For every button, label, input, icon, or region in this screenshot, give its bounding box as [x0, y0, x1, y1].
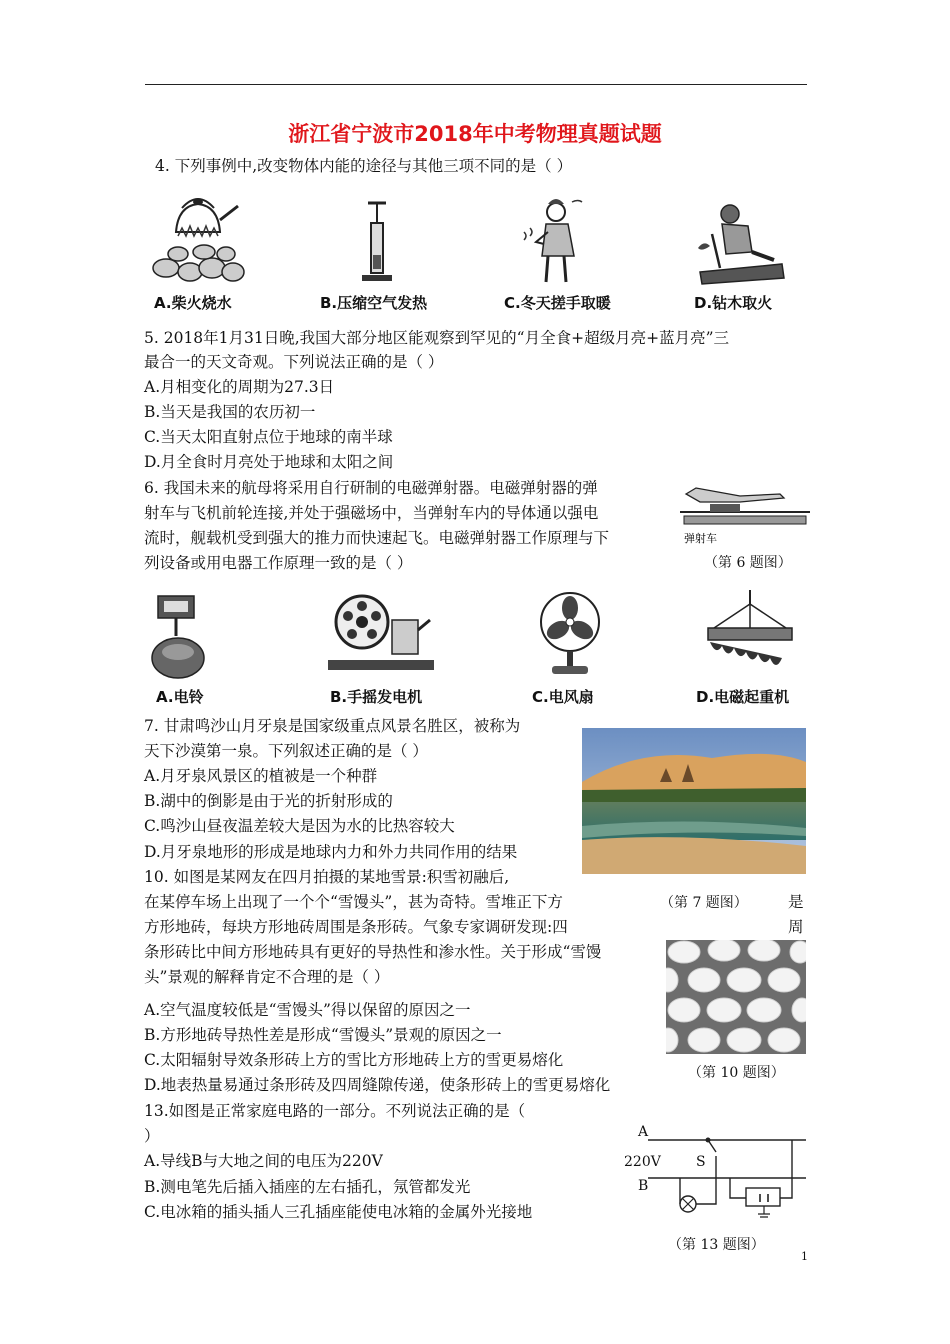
q4-stem: 4. 下列事例中,改变物体内能的途径与其他三项不同的是（ ）: [155, 157, 573, 175]
header-rule: [145, 84, 807, 85]
q13-option-b: B.测电笔先后插入插座的左右插孔，氖管都发光: [144, 1178, 471, 1196]
q10-option-d: D.地表热量易通过条形砖及四周缝隙传递，使条形砖上的雪更易熔化: [144, 1076, 611, 1094]
q10-stem-line4: 条形砖比中间方形地砖具有更好的导热性和渗水性。关于形成“雪馒: [144, 943, 602, 961]
q7-option-b: B.湖中的倒影是由于光的折射形成的: [144, 792, 393, 810]
q10-figure-caption: （第 10 题图）: [688, 1065, 785, 1081]
q6-option-c-label: C.电风扇: [532, 688, 594, 706]
electric-fan-icon: [534, 590, 606, 680]
q10-option-a: A.空气温度较低是“雪馒头”得以保留的原因之一: [144, 1001, 471, 1019]
q7-option-a: A.月牙泉风景区的植被是一个种群: [144, 767, 378, 785]
q7-option-c: C.鸣沙山昼夜温差较大是因为水的比热容较大: [144, 817, 455, 835]
q7-stem-line2: 天下沙漠第一泉。下列叙述正确的是（ ）: [144, 742, 428, 760]
q6-figure-label: 弹射车: [684, 532, 717, 545]
q7-option-d: D.月牙泉地形的形成是地球内力和外力共同作用的结果: [144, 843, 518, 861]
q5-option-a: A.月相变化的周期为27.3日: [144, 378, 335, 396]
circuit-label-a: A: [638, 1124, 649, 1140]
q6-figure-caption: （第 6 题图）: [704, 555, 792, 571]
q5-stem-line2: 最合一的天文奇观。下列说法正确的是（ ）: [144, 353, 444, 371]
q6-option-a-label: A.电铃: [156, 688, 204, 706]
q4-option-a-label: A.柴火烧水: [154, 294, 232, 312]
q10-stem-line2-tail: 是: [788, 893, 804, 911]
q6-option-b-label: B.手摇发电机: [330, 688, 423, 706]
q10-stem-line5: 头”景观的解释肯定不合理的是（ ）: [144, 968, 390, 986]
q5-option-b: B.当天是我国的农历初一: [144, 403, 316, 421]
electromagnetic-crane-icon: [700, 590, 800, 674]
q10-option-b: B.方形地砖导热性差是形成“雪馒头”景观的原因之一: [144, 1026, 502, 1044]
q10-stem-line1: 10. 如图是某网友在四月拍摄的某地雪景:积雪初融后,: [144, 868, 510, 886]
household-circuit-diagram: [620, 1118, 810, 1226]
q10-option-c: C.太阳辐射导效条形砖上方的雪比方形地砖上方的雪更易熔化: [144, 1051, 564, 1069]
air-pump-icon: [352, 195, 402, 287]
q5-option-d: D.月全食时月亮处于地球和太阳之间: [144, 453, 394, 471]
crescent-lake-photo: [582, 728, 806, 874]
page-number: 1: [801, 1250, 808, 1263]
q6-option-d-label: D.电磁起重机: [696, 688, 790, 706]
q5-option-c: C.当天太阳直射点位于地球的南半球: [144, 428, 393, 446]
q13-stem-line2: ）: [144, 1127, 160, 1145]
electric-bell-icon: [148, 592, 208, 682]
rubbing-hands-icon: [518, 194, 588, 288]
circuit-label-voltage: 220V: [624, 1154, 661, 1170]
hand-generator-icon: [326, 590, 436, 674]
q4-option-c-label: C.冬天搓手取暖: [504, 294, 611, 312]
kettle-fire-icon: [148, 192, 248, 287]
q4-option-b-label: B.压缩空气发热: [320, 294, 428, 312]
q13-stem-line1: 13.如图是正常家庭电路的一部分。不列说法正确的是（: [144, 1102, 526, 1120]
page-title: 浙江省宁波市2018年中考物理真题试题: [288, 122, 662, 146]
q6-stem-line4: 列设备或用电器工作原理一致的是（ ）: [144, 554, 413, 572]
q13-option-a: A.导线B与大地之间的电压为220V: [144, 1152, 383, 1170]
circuit-label-b: B: [638, 1178, 649, 1194]
q7-figure-caption: （第 7 题图）: [660, 895, 748, 911]
circuit-label-s: S: [696, 1154, 706, 1170]
q5-stem-line1: 5. 2018年1月31日晚,我国大部分地区能观察到罕见的“月全食+超级月亮+蓝月亮”三: [144, 329, 729, 347]
q6-stem-line2: 射车与飞机前轮连接,并处于强磁场中，当弹射车内的导体通以强电: [144, 504, 599, 522]
wood-drill-fire-icon: [690, 198, 790, 288]
q6-catapult-figure: [680, 484, 810, 546]
q13-figure-caption: （第 13 题图）: [668, 1237, 765, 1253]
q10-stem-line2: 在某停车场上出现了一个个“雪馒头”，甚为奇特。雪堆正下方: [144, 893, 563, 911]
q10-stem-line3-tail: 周: [788, 918, 804, 936]
q10-stem-line3: 方形地砖，每块方形地砖周围是条形砖。气象专家调研发现:四: [144, 918, 568, 936]
q4-option-d-label: D.钻木取火: [694, 294, 773, 312]
q6-stem-line3: 流时，舰载机受到强大的推力而快速起飞。电磁弹射器工作原理与下: [144, 529, 610, 547]
q6-stem-line1: 6. 我国未来的航母将采用自行研制的电磁弹射器。电磁弹射器的弹: [144, 479, 598, 497]
q7-stem-line1: 7. 甘肃鸣沙山月牙泉是国家级重点风景名胜区，被称为: [144, 717, 521, 735]
q13-option-c: C.电冰箱的插头插人三孔插座能使电冰箱的金属外光接地: [144, 1203, 533, 1221]
snow-mounds-photo: [666, 940, 806, 1054]
